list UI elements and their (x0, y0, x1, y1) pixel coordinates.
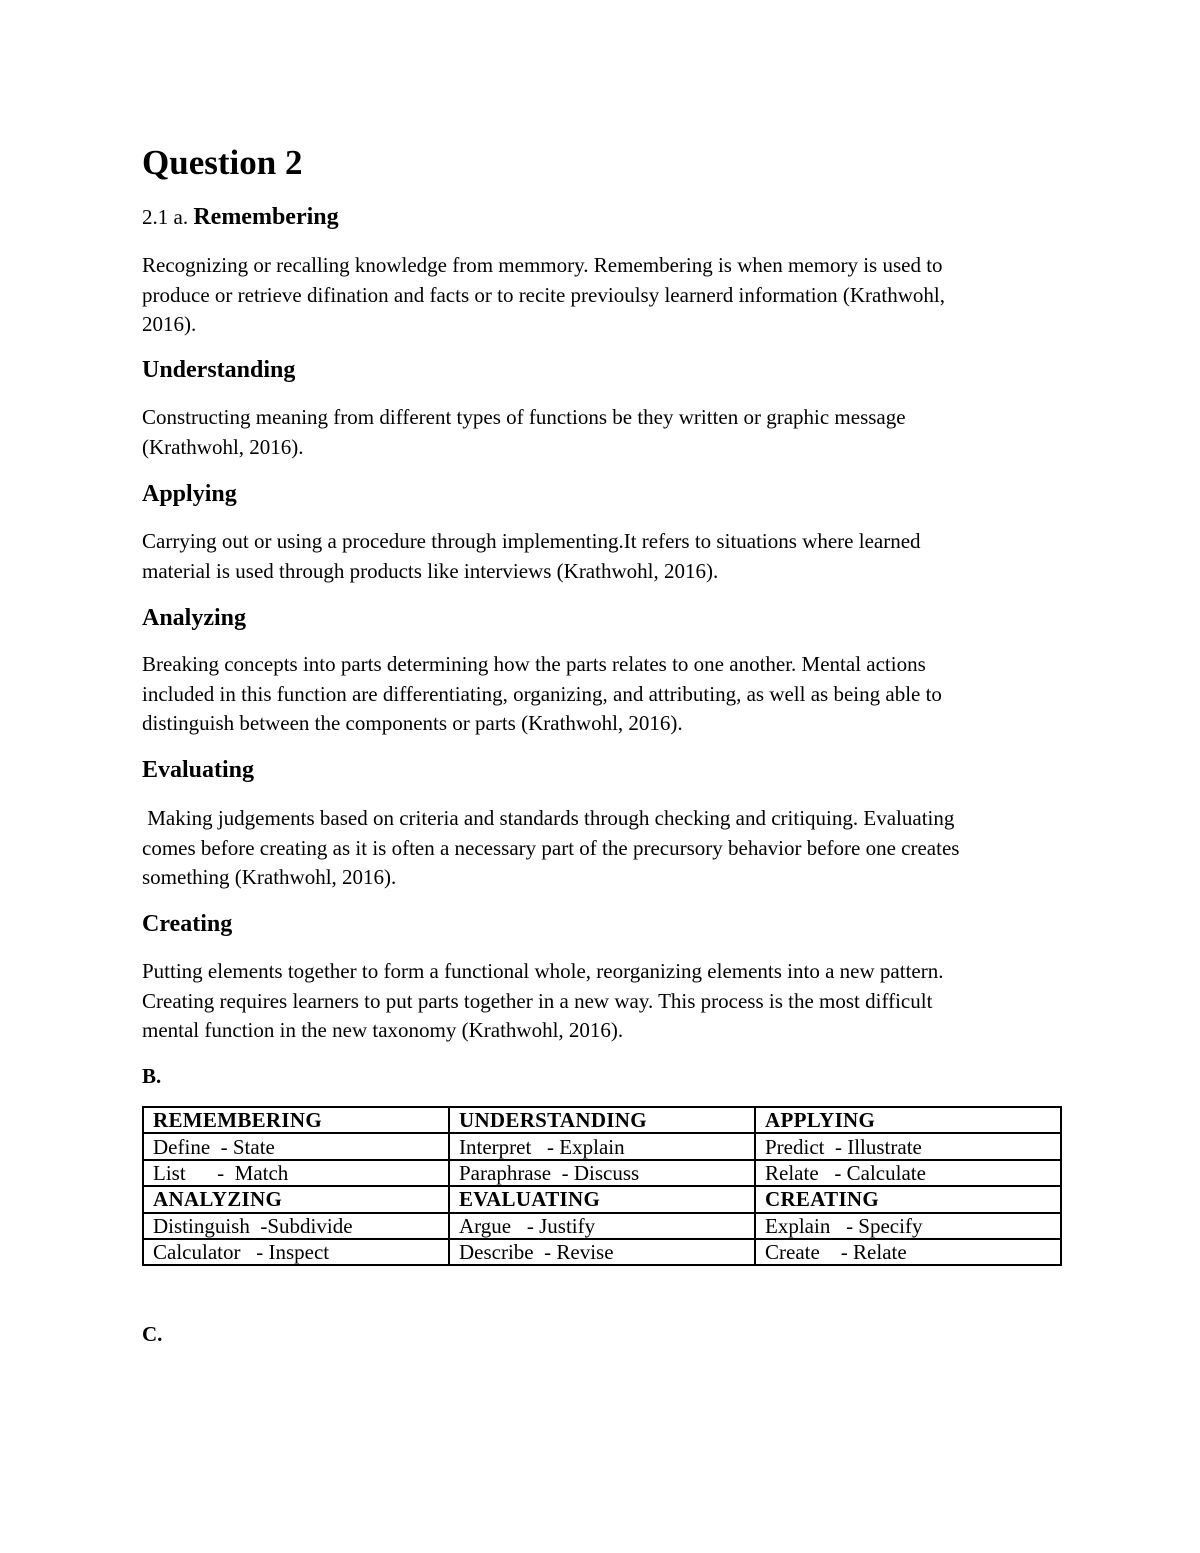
table-row (143, 1133, 1061, 1159)
paragraph-line: something (Krathwohl, 2016). (142, 865, 397, 889)
table-cell: Distinguish -Subdivide (143, 1213, 449, 1239)
section-number: 2.1 a. (142, 205, 189, 229)
table-cell: Interpret - Explain (449, 1133, 755, 1159)
table-header-cell: ANALYZING (143, 1186, 449, 1212)
table-header-cell: APPLYING (755, 1107, 1061, 1133)
table-row (143, 1186, 1061, 1212)
heading-remembering: Remembering (193, 204, 339, 230)
table-cell: Describe - Revise (449, 1239, 755, 1265)
table-cell: Define - State (143, 1133, 449, 1159)
paragraph-line: Breaking concepts into parts determining how the parts relates to one another. Mental actions (142, 652, 926, 676)
paragraph-line: distinguish between the components or parts (Krathwohl, 2016). (142, 711, 683, 735)
part-c-label: C. (142, 1322, 163, 1346)
paragraph-line: mental function in the new taxonomy (Krathwohl, 2016). (142, 1018, 624, 1042)
heading-applying: Applying (142, 481, 237, 507)
table-row (143, 1107, 1061, 1133)
verbs-table (142, 1106, 1062, 1266)
paragraph-line: produce or retrieve difination and facts or to recite previoulsy learnerd information (Krathwohl, (142, 282, 945, 307)
paragraph-analyzing (142, 650, 1060, 739)
section-heading (142, 203, 339, 231)
heading-creating: Creating (142, 911, 233, 937)
paragraph-line: Creating requires learners to put parts together in a new way. This process is the most difficult (142, 988, 933, 1013)
table-cell: List - Match (143, 1160, 449, 1186)
table-header-cell: UNDERSTANDING (449, 1107, 755, 1133)
table-cell: Paraphrase - Discuss (449, 1160, 755, 1186)
paragraph-applying (142, 527, 1060, 586)
table-row (143, 1160, 1061, 1186)
table-cell: Calculator - Inspect (143, 1239, 449, 1265)
table-cell: Relate - Calculate (755, 1160, 1061, 1186)
paragraph-line: Recognizing or recalling knowledge from memmory. Remembering is when memory is used to (142, 253, 943, 277)
heading-analyzing: Analyzing (142, 605, 247, 631)
table-cell: Argue - Justify (449, 1213, 755, 1239)
paragraph-line: Making judgements based on criteria and standards through checking and critiquing. Evaluating (142, 806, 955, 830)
table-header-cell: CREATING (755, 1186, 1061, 1212)
part-b-label: B. (142, 1064, 162, 1088)
paragraph-line: 2016). (142, 312, 197, 336)
table-cell: Create - Relate (755, 1239, 1061, 1265)
paragraph-line: included in this function are differentiating, organizing, and attributing, as well as being able to (142, 681, 942, 706)
paragraph-line: Constructing meaning from different types of functions be they written or graphic message (142, 405, 906, 429)
paragraph-line: material is used through products like interviews (Krathwohl, 2016). (142, 558, 719, 583)
paragraph-remembering (142, 251, 1060, 340)
table-header-cell: REMEMBERING (143, 1107, 449, 1133)
paragraph-line: Carrying out or using a procedure through implementing.It refers to situations where learned (142, 529, 921, 553)
table-cell: Predict - Illustrate (755, 1133, 1061, 1159)
table-cell: Explain - Specify (755, 1213, 1061, 1239)
paragraph-line: comes before creating as it is often a necessary part of the precursory behavior before one creates (142, 835, 960, 860)
heading-understanding: Understanding (142, 357, 296, 383)
table-row (143, 1213, 1061, 1239)
paragraph-line: (Krathwohl, 2016). (142, 434, 304, 459)
table-header-cell: EVALUATING (449, 1186, 755, 1212)
paragraph-creating (142, 957, 1060, 1046)
paragraph-evaluating (142, 804, 1060, 893)
heading-evaluating: Evaluating (142, 757, 255, 783)
question-title: Question 2 (142, 143, 303, 182)
paragraph-understanding (142, 403, 1060, 462)
table-row (143, 1239, 1061, 1265)
paragraph-line: Putting elements together to form a functional whole, reorganizing elements into a new pattern. (142, 959, 944, 983)
